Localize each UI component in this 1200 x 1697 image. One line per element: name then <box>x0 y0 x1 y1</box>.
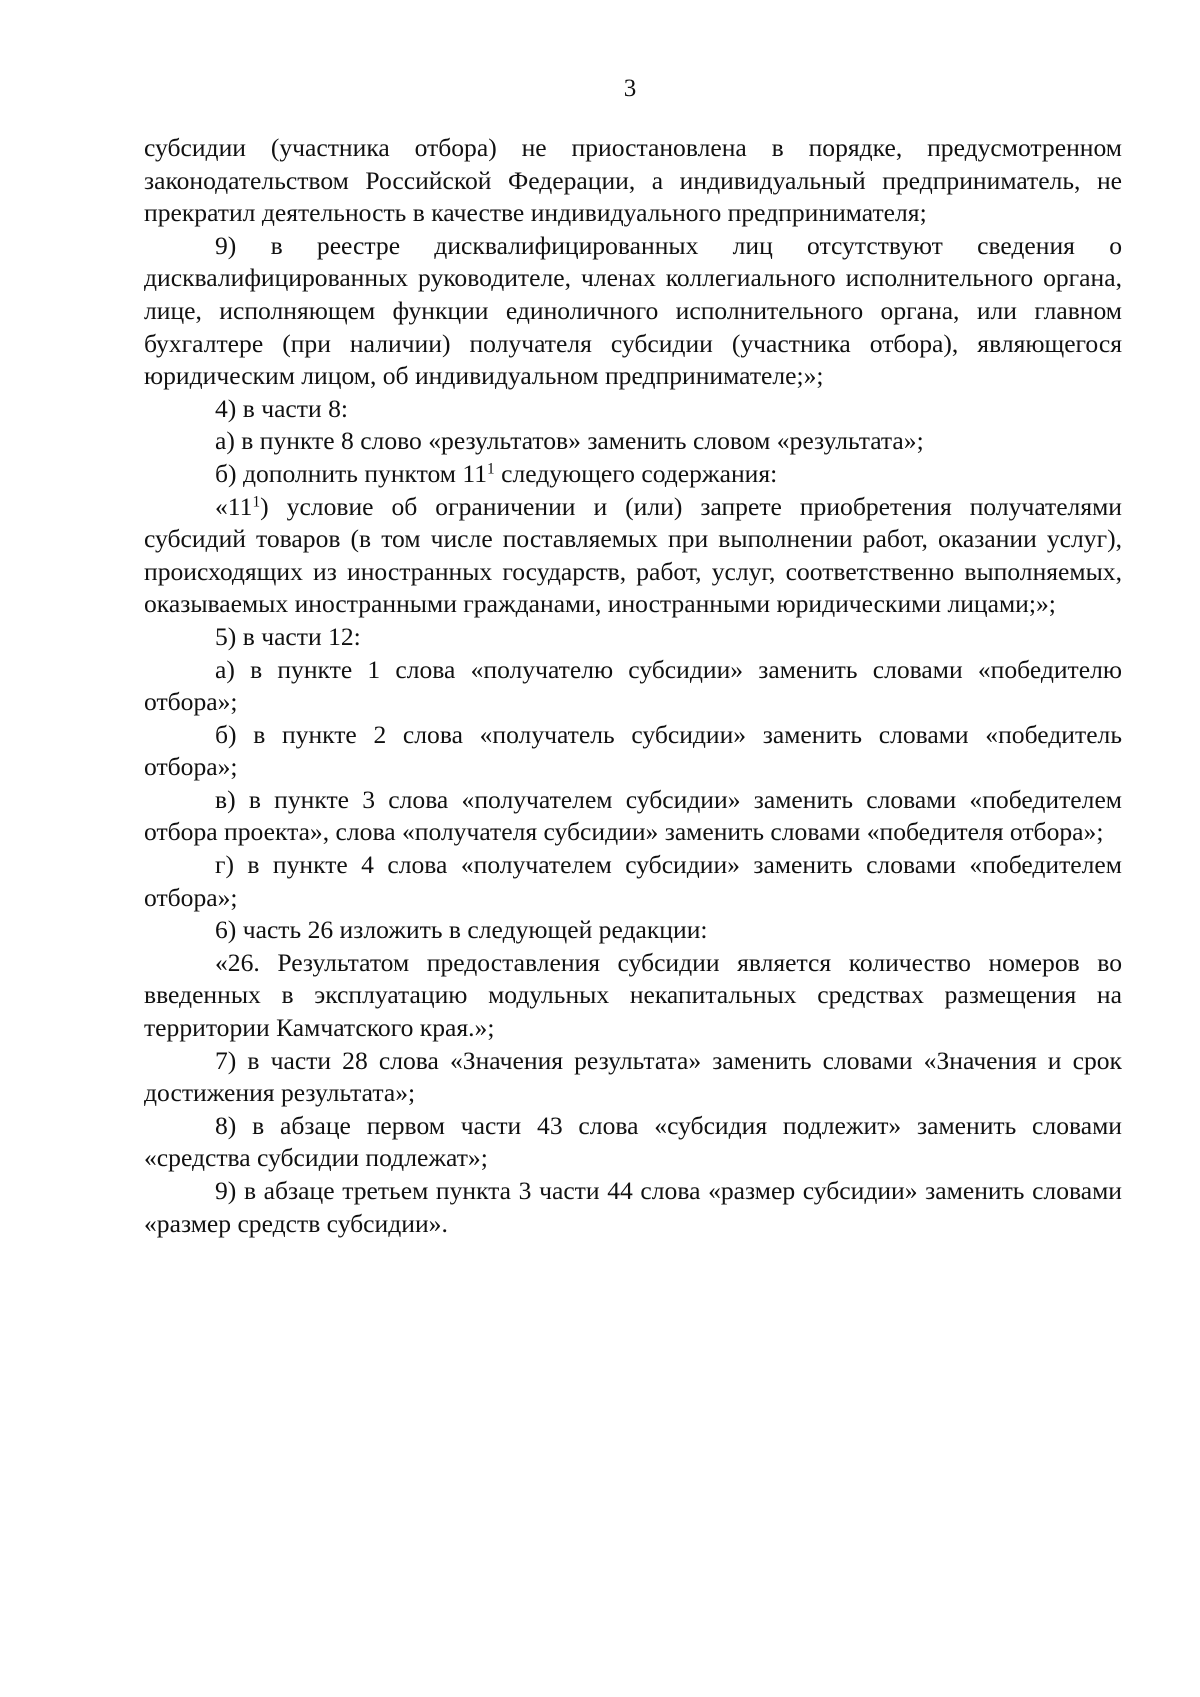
paragraph-part-12-a: а) в пункте 1 слова «получателю субсидии» заменить словами «победителю отбора»; <box>144 654 1122 717</box>
document-body <box>144 132 1122 1240</box>
paragraph-part-12-v: в) в пункте 3 слова «получателем субсидии» заменить словами «победителем отбора проекта», слова «получателя субсидии» заменить словами «победителя отбора»; <box>144 784 1122 847</box>
paragraph-part-26-text: «26. Результатом предоставления субсидии является количество номеров во введенных в эксплуатацию модульных некапитальных средствах размещения на территории Камчатского края.»; <box>144 947 1122 1043</box>
paragraph-part-12: 5) в части 12: <box>215 621 361 651</box>
paragraph-continuation: субсидии (участника отбора) не приостановлена в порядке, предусмотренном законодательством Российской Федерации, а индивидуальный предприниматель, не прекратил деятельность в качестве индивидуального предпринимателя; <box>144 133 1122 228</box>
paragraph-item-9-disqualified: 9) в реестре дисквалифицированных лиц отсутствуют сведения о дисквалифицированных руководителе, членах коллегиального исполнительного органа, лице, исполняющем функции единоличного исполнительного органа, или главном бухгалтере (при наличии) получателя субсидии (участника отбора), являющегося юридическим лицом, об индивидуальном предпринимателе;»; <box>144 230 1122 391</box>
paragraph-part-8-a: а) в пункте 8 слово «результатов» заменить словом «результата»; <box>215 426 924 456</box>
superscript: 1 <box>487 460 495 478</box>
paragraph-part-8-b-text: б) дополнить пунктом 11 <box>215 458 488 488</box>
superscript: 1 <box>252 493 261 511</box>
paragraph-part-8-b-tail: следующего содержания: <box>494 458 778 488</box>
paragraph-part-43: 8) в абзаце первом части 43 слова «субсидия подлежит» заменить словами «средства субсидии подлежат»; <box>144 1110 1122 1173</box>
paragraph-part-26: 6) часть 26 изложить в следующей редакции: <box>215 915 708 945</box>
paragraph-item-11-1 <box>144 491 1122 621</box>
paragraph-item-11-1-text: «11 <box>215 491 253 521</box>
paragraph-part-8-b <box>144 458 1122 491</box>
page-number: 3 <box>623 75 637 102</box>
paragraph-part-12-b: б) в пункте 2 слова «получатель субсидии» заменить словами «победитель отбора»; <box>144 719 1122 782</box>
paragraph-part-12-g: г) в пункте 4 слова «получателем субсидии» заменить словами «победителем отбора»; <box>144 850 1122 912</box>
paragraph-part-44: 9) в абзаце третьем пункта 3 части 44 слова «размер субсидии» заменить словами «размер средств субсидии». <box>144 1176 1122 1238</box>
paragraph-item-11-1-tail: ) условие об ограничении и (или) запрете приобретения получателями субсидий товаров (в том числе поставляемых при выполнении работ, оказании услуг), происходящих из иностранных государств, работ, услуг, соответственно выполняемых, оказываемых иностранными гражданами, иностранными юридическими лицами;»; <box>144 491 1122 619</box>
paragraph-part-8: 4) в части 8: <box>215 393 348 423</box>
paragraph-part-28: 7) в части 28 слова «Значения результата» заменить словами «Значения и срок достижения результата»; <box>144 1045 1122 1108</box>
